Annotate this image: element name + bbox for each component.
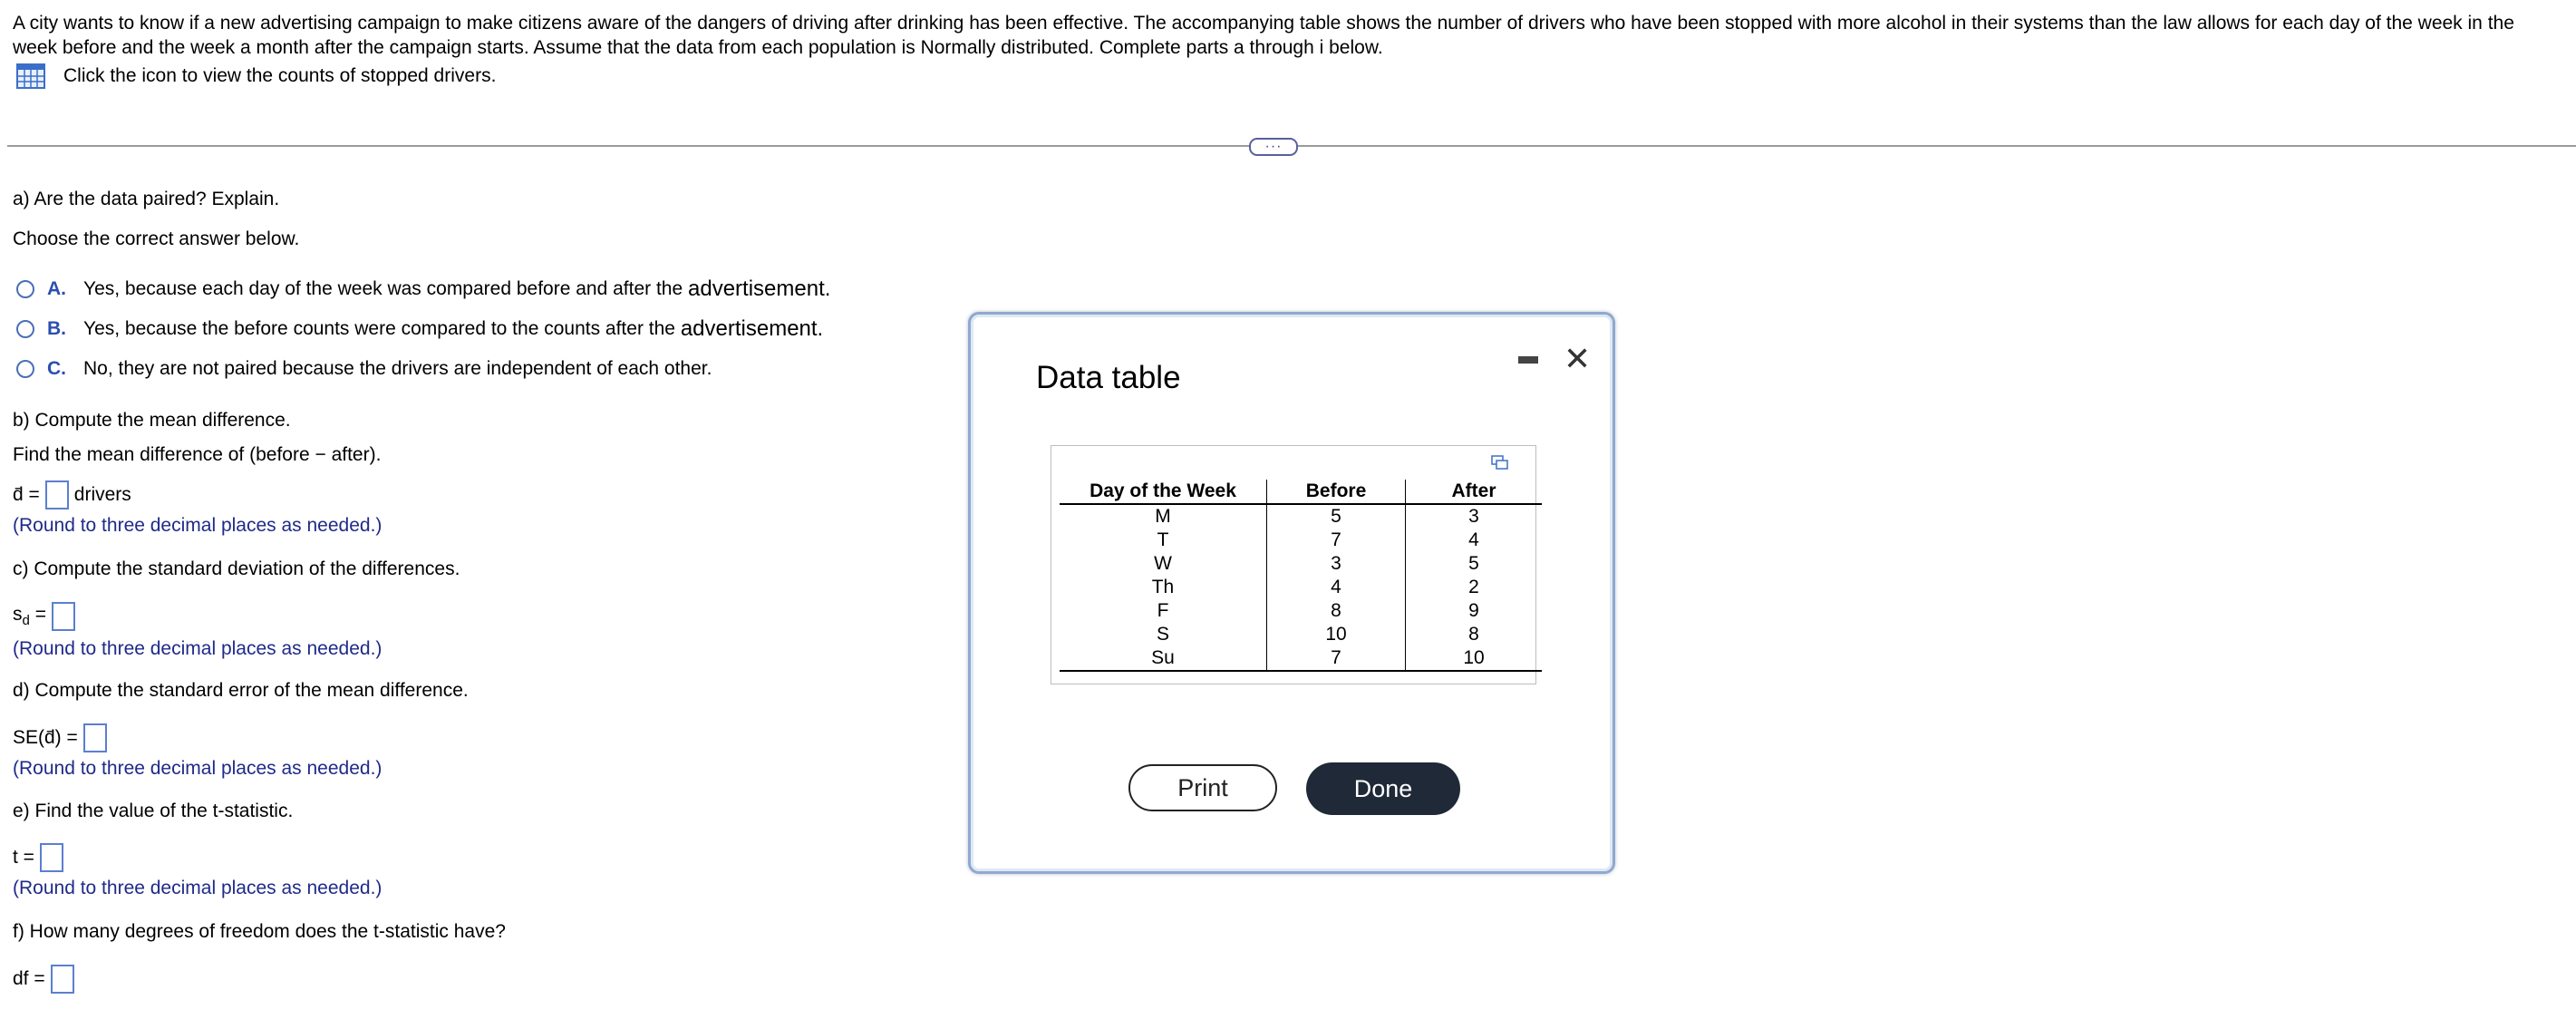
radio-a[interactable] bbox=[16, 280, 34, 298]
option-b-tail: advertisement. bbox=[680, 316, 824, 341]
part-b-question: b) Compute the mean difference. bbox=[13, 410, 291, 431]
table-row bbox=[1060, 576, 1542, 599]
part-e-answer-row bbox=[13, 843, 63, 872]
t-label: t = bbox=[13, 847, 34, 868]
drivers-unit: drivers bbox=[73, 484, 131, 505]
cell-after: 8 bbox=[1468, 624, 1479, 645]
std-error-input[interactable] bbox=[83, 723, 107, 752]
cell-day: S bbox=[1060, 623, 1267, 646]
minimize-icon[interactable] bbox=[1518, 356, 1538, 364]
option-b[interactable] bbox=[16, 316, 823, 342]
print-button[interactable]: Print bbox=[1128, 764, 1277, 811]
table-icon[interactable] bbox=[16, 63, 45, 89]
cell-day: T bbox=[1060, 529, 1267, 552]
table-header-row bbox=[1060, 480, 1542, 504]
table-row bbox=[1060, 599, 1542, 623]
radio-b[interactable] bbox=[16, 320, 34, 338]
mean-diff-input[interactable] bbox=[45, 480, 69, 510]
option-b-text: Yes, because the before counts were compared to the counts after the bbox=[83, 318, 675, 339]
table-row bbox=[1060, 529, 1542, 552]
cell-day: Su bbox=[1060, 646, 1267, 671]
table-row bbox=[1060, 646, 1542, 671]
cell-before: 4 bbox=[1267, 576, 1406, 599]
part-f-answer-row bbox=[13, 965, 74, 994]
data-table-dialog bbox=[968, 312, 1615, 874]
copy-icon[interactable] bbox=[1491, 455, 1509, 471]
problem-intro: A city wants to know if a new advertising campaign to make citizens aware of the dangers of driving after drinking has been effective. The accompanying table shows the number of drivers who have been stopped with more alcohol in their systems than the law allows for each day of the week in the week before and the week a month after the campaign starts. Assume that the data from each population is Normally distributed. Complete parts a through i below. bbox=[13, 13, 2514, 58]
table-row bbox=[1060, 623, 1542, 646]
cell-day: F bbox=[1060, 599, 1267, 623]
option-b-letter: B. bbox=[47, 318, 66, 339]
header-before: Before bbox=[1267, 480, 1406, 504]
part-d-answer-row bbox=[13, 723, 107, 752]
more-button[interactable]: ··· bbox=[1249, 138, 1298, 156]
part-e-hint: (Round to three decimal places as needed.) bbox=[13, 878, 383, 898]
option-a-text: Yes, because each day of the week was compared before and after the bbox=[83, 278, 683, 299]
dialog-title: Data table bbox=[1036, 360, 1181, 395]
cell-before: 10 bbox=[1267, 623, 1406, 646]
radio-c[interactable] bbox=[16, 360, 34, 378]
part-b-answer-row bbox=[13, 480, 131, 510]
df-input[interactable] bbox=[51, 965, 74, 994]
part-d-hint: (Round to three decimal places as needed.) bbox=[13, 758, 383, 779]
part-a-instruction: Choose the correct answer below. bbox=[13, 228, 300, 249]
cell-after: 2 bbox=[1468, 577, 1479, 597]
table-row bbox=[1060, 504, 1542, 529]
cell-after: 9 bbox=[1468, 600, 1479, 621]
t-stat-input[interactable] bbox=[40, 843, 63, 872]
part-c-question: c) Compute the standard deviation of the differences. bbox=[13, 558, 460, 579]
option-c-text: No, they are not paired because the drivers are independent of each other. bbox=[83, 358, 712, 379]
cell-before: 8 bbox=[1267, 599, 1406, 623]
option-a[interactable] bbox=[16, 277, 830, 302]
sd-label: $s_d$ = bbox=[13, 604, 46, 629]
cell-after: 10 bbox=[1406, 646, 1543, 671]
cell-before: 5 bbox=[1267, 504, 1406, 529]
view-data-text: Click the icon to view the counts of stopped drivers. bbox=[63, 65, 497, 86]
part-b-instruction: Find the mean difference of (before − after). bbox=[13, 444, 382, 465]
header-day: Day of the Week bbox=[1060, 480, 1267, 504]
option-a-letter: A. bbox=[47, 278, 66, 299]
part-d-question: d) Compute the standard error of the mean difference. bbox=[13, 680, 469, 701]
cell-after: 4 bbox=[1468, 529, 1479, 550]
dbar-label: d̄ = bbox=[13, 484, 40, 505]
close-icon[interactable]: ✕ bbox=[1564, 340, 1592, 377]
counts-table bbox=[1060, 480, 1542, 672]
part-e-question: e) Find the value of the t-statistic. bbox=[13, 801, 294, 821]
part-a-question: a) Are the data paired? Explain. bbox=[13, 189, 280, 209]
option-a-tail: advertisement. bbox=[688, 277, 831, 301]
cell-after: 3 bbox=[1468, 506, 1479, 527]
cell-before: 7 bbox=[1267, 529, 1406, 552]
table-row bbox=[1060, 552, 1542, 576]
part-c-hint: (Round to three decimal places as needed.) bbox=[13, 638, 383, 659]
header-after: After bbox=[1406, 480, 1543, 504]
part-b-hint: (Round to three decimal places as needed.) bbox=[13, 515, 383, 536]
cell-after: 5 bbox=[1468, 553, 1479, 574]
cell-before: 3 bbox=[1267, 552, 1406, 576]
option-c[interactable] bbox=[16, 358, 712, 380]
part-c-answer-row bbox=[13, 602, 75, 631]
view-data-link[interactable] bbox=[16, 63, 496, 89]
cell-day: Th bbox=[1060, 576, 1267, 599]
se-label: SE(d̄) = bbox=[13, 727, 78, 748]
option-c-letter: C. bbox=[47, 358, 66, 379]
df-label: df = bbox=[13, 968, 45, 989]
cell-day: W bbox=[1060, 552, 1267, 576]
cell-day: M bbox=[1060, 504, 1267, 529]
std-dev-input[interactable] bbox=[52, 602, 75, 631]
done-button[interactable]: Done bbox=[1306, 762, 1460, 815]
cell-before: 7 bbox=[1267, 646, 1406, 671]
part-f-question: f) How many degrees of freedom does the t-statistic have? bbox=[13, 921, 506, 942]
